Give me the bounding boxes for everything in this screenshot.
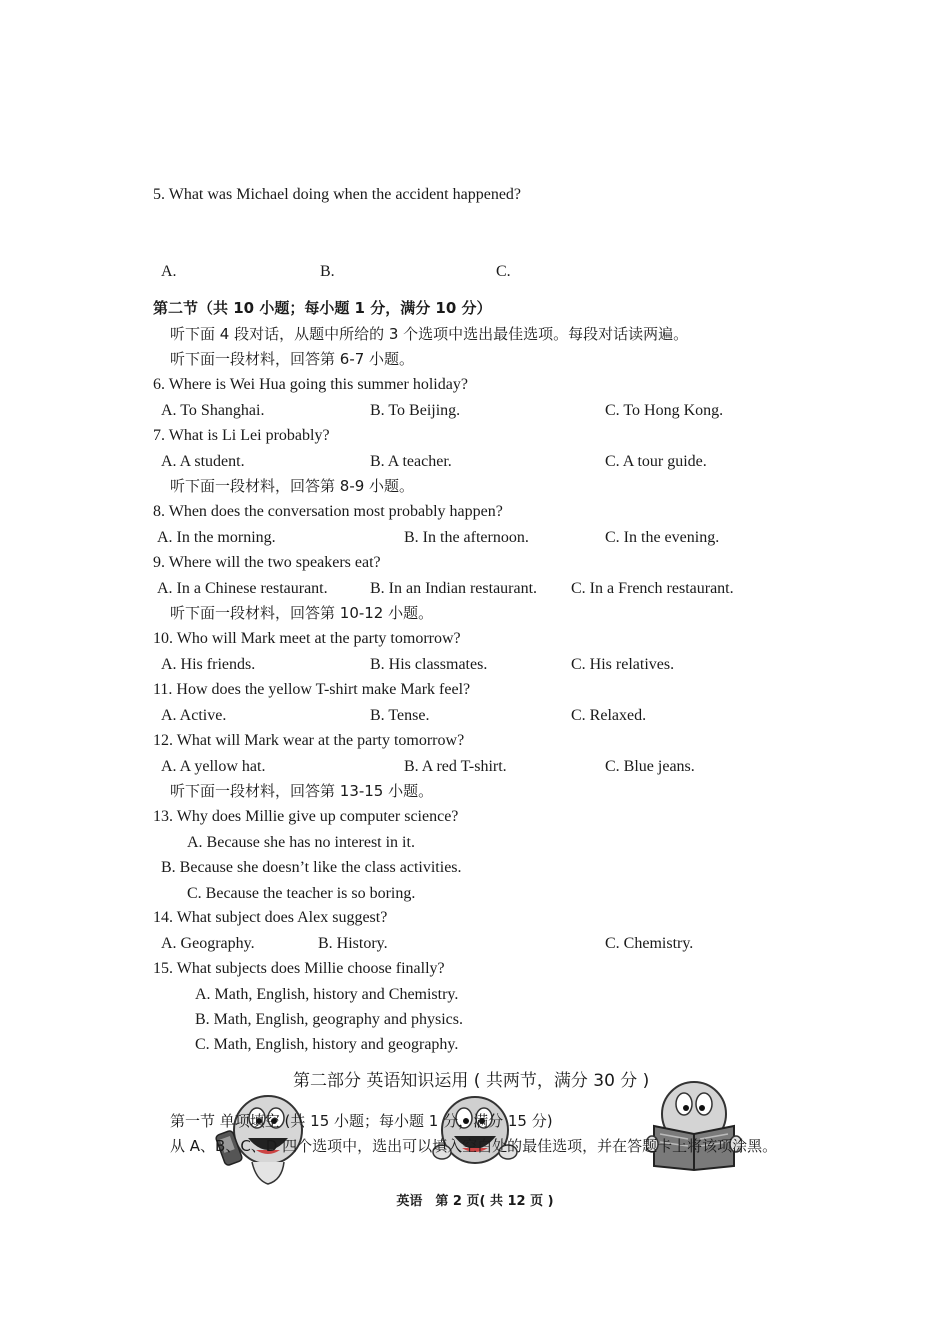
question-7: 7. What is Li Lei probably?	[153, 427, 330, 444]
question-12: 12. What will Mark wear at the party tomorrow?	[153, 732, 465, 749]
section2-heading: 第二节（共 10 小题；每小题 1 分，满分 10 分）	[153, 299, 492, 317]
question-8: 8. When does the conversation most probably happen?	[153, 503, 503, 520]
q10-option-b: B. His classmates.	[370, 656, 488, 673]
q11-option-a: A. Active.	[161, 707, 227, 724]
q5-option-b: B.	[320, 263, 335, 280]
question-10: 10. Who will Mark meet at the party tomorrow?	[153, 630, 461, 647]
q14-option-c: C. Chemistry.	[605, 935, 694, 952]
prompt-10-12: 听下面一段材料，回答第 10-12 小题。	[170, 604, 434, 622]
q5-option-c: C.	[496, 263, 511, 280]
q9-option-b: B. In an Indian restaurant.	[370, 580, 538, 597]
q15-option-c: C. Math, English, history and geography.	[195, 1036, 459, 1053]
q5-option-a: A.	[161, 263, 177, 280]
question-14: 14. What subject does Alex suggest?	[153, 909, 388, 926]
q13-option-b: B. Because she doesn’t like the class activities.	[161, 859, 462, 876]
q6-option-b: B. To Beijing.	[370, 402, 461, 419]
q12-option-a: A. A yellow hat.	[161, 758, 266, 775]
question-6: 6. Where is Wei Hua going this summer holiday?	[153, 376, 468, 393]
q8-option-a: A. In the morning.	[157, 529, 276, 546]
page-footer: 英语 第 2 页( 共 12 页 )	[396, 1194, 554, 1209]
prompt-13-15: 听下面一段材料，回答第 13-15 小题。	[170, 782, 434, 800]
question-9: 9. Where will the two speakers eat?	[153, 554, 381, 571]
question-15: 15. What subjects does Millie choose finally?	[153, 960, 445, 977]
question-5: 5. What was Michael doing when the accident happened?	[153, 186, 522, 203]
q15-option-a: A. Math, English, history and Chemistry.	[195, 986, 459, 1003]
q14-option-a: A. Geography.	[161, 935, 255, 952]
reading-cartoon-icon	[646, 1078, 742, 1172]
smiley-cartoon-icon	[430, 1092, 520, 1177]
q12-option-b: B. A red T-shirt.	[404, 758, 507, 775]
q7-option-a: A. A student.	[161, 453, 245, 470]
q10-option-c: C. His relatives.	[571, 656, 675, 673]
q15-option-b: B. Math, English, geography and physics.	[195, 1011, 463, 1028]
q6-option-c: C. To Hong Kong.	[605, 402, 724, 419]
q13-option-c: C. Because the teacher is so boring.	[187, 885, 416, 902]
prompt-6-7: 听下面一段材料，回答第 6-7 小题。	[170, 350, 415, 368]
q11-option-c: C. Relaxed.	[571, 707, 647, 724]
q7-option-b: B. A teacher.	[370, 453, 452, 470]
part2-instruction: 从 A、B、C、D 四个选项中，选出可以填入空白处的最佳选项，并在答题卡上将该项涂黑。	[170, 1137, 778, 1155]
q8-option-c: C. In the evening.	[605, 529, 720, 546]
question-13: 13. Why does Millie give up computer science?	[153, 808, 459, 825]
section2-instruction: 听下面 4 段对话，从题中所给的 3 个选项中选出最佳选项。每段对话读两遍。	[170, 325, 689, 343]
q10-option-a: A. His friends.	[161, 656, 256, 673]
q14-option-b: B. History.	[318, 935, 388, 952]
q9-option-a: A. In a Chinese restaurant.	[157, 580, 328, 597]
question-11: 11. How does the yellow T-shirt make Mark feel?	[153, 681, 471, 698]
q7-option-c: C. A tour guide.	[605, 453, 707, 470]
q6-option-a: A. To Shanghai.	[161, 402, 265, 419]
q13-option-a: A. Because she has no interest in it.	[187, 834, 415, 851]
q9-option-c: C. In a French restaurant.	[571, 580, 734, 597]
prompt-8-9: 听下面一段材料，回答第 8-9 小题。	[170, 477, 415, 495]
q8-option-b: B. In the afternoon.	[404, 529, 529, 546]
q12-option-c: C. Blue jeans.	[605, 758, 695, 775]
part2-sub-heading: 第一节 单项填空 (共 15 小题；每小题 1 分，满分 15 分)	[170, 1112, 553, 1130]
part2-title: 第二部分 英语知识运用 ( 共两节，满分 30 分 )	[293, 1071, 650, 1091]
q11-option-b: B. Tense.	[370, 707, 430, 724]
